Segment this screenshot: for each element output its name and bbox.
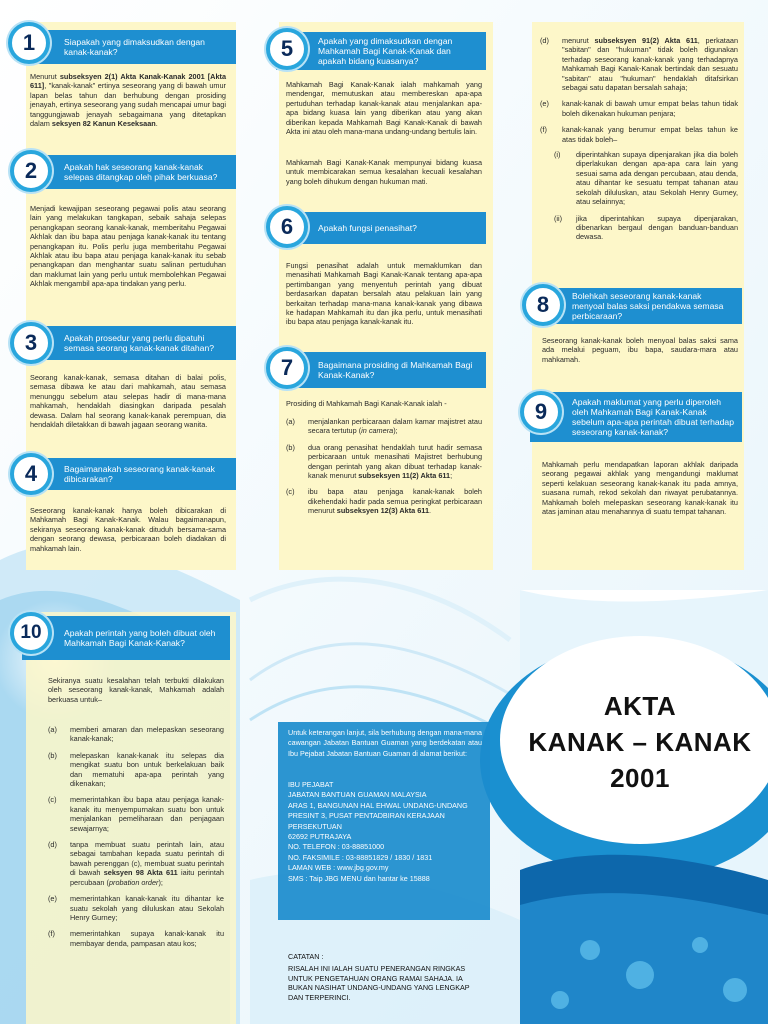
question-2: Apakah hak seseorang kanak-kanak selepas ditangkap oleh pihak berkuasa? <box>64 162 218 182</box>
answer-7-intro: Prosiding di Mahkamah Bagi Kanak-Kanak ialah - <box>286 399 447 408</box>
list-item: (f) kanak-kanak yang berumur empat belas tahun ke atas tidak boleh– <box>540 125 738 144</box>
answer-1: Menurut subseksyen 2(1) Akta Kanak-Kanak 2001 [Akta 611], "kanak-kanak" ertinya seseorang yang di bawah umur lapan belas tahun dan berhubung dengan prosiding jenayah, ertinya seseorang yang sudah mencapai umur bagi tanggungjawab jenayah sebagaimana yang ditetapkan dalam seksyen 82 Kanun Keseksaan. <box>30 72 226 129</box>
number-badge-1: 1 <box>8 22 50 64</box>
answer-9: Mahkamah perlu mendapatkan laporan akhlak daripada seorang pegawai akhlak yang mengandungi maklumat seperti kelakuan seseorang kanak-kanak itu pada amnya, suasana rumah, rekod sekolah dan riwayat perubatannya. Mahkamah boleh melepaskan seseorang kanak-kanak itu atas jaminan atau menahannya di suatu tempat tahanan. <box>542 460 738 517</box>
answer-7-continued <box>540 36 738 249</box>
cover-title <box>520 688 760 796</box>
number-badge-2: 2 <box>10 150 52 192</box>
question-bar-3 <box>22 326 236 360</box>
contact-address <box>288 780 484 884</box>
answer-10-list <box>48 725 224 955</box>
number-badge-3: 3 <box>10 322 52 364</box>
number-badge-7: 7 <box>266 347 308 389</box>
sms-line: SMS : Taip JBG MENU dan hantar ke 15888 <box>288 873 430 883</box>
answer-7-list <box>286 417 482 523</box>
list-item: (b) melepaskan kanak-kanak itu selepas dia mengikat suatu bon untuk berkelakuan baik dan mematuhi apa-apa perintah yang dikenakan; <box>48 750 224 789</box>
question-3: Apakah prosedur yang perlu dipatuhi semasa seorang kanak-kanak ditahan? <box>64 333 215 353</box>
number-badge-6: 6 <box>266 206 308 248</box>
number-badge-5: 5 <box>266 28 308 70</box>
address-line: JABATAN BANTUAN GUAMAN MALAYSIA <box>288 790 427 800</box>
question-4: Bagaimanakah seseorang kanak-kanak dibicarakan? <box>64 464 215 484</box>
question-1: Siapakah yang dimaksudkan dengan kanak-kanak? <box>64 37 205 57</box>
number-badge-8: 8 <box>522 284 564 326</box>
answer-10-intro: Sekiranya suatu kesalahan telah terbukti dilakukan oleh seseorang kanak-kanak, Mahkamah adalah berkuasa untuk– <box>48 676 224 704</box>
number-badge-10: 10 <box>10 612 52 654</box>
address-line: IBU PEJABAT <box>288 780 334 789</box>
answer-2: Menjadi kewajipan seseorang pegawai polis atau seorang lain yang melakukan tangkapan, sebaik sahaja selepas penangkapan seorang kanak-kanak, memberitahu Pegawai Akhlak dan ibu bapa atau penjaga kanak-kanak itu tentang penangkapan itu. Polis perlu juga memberitahu Pegawai Akhlak atau ibu bapa atau penjaga kanak-kanak itu sebab penangkapan dan menghantar suatu salinan pertuduhan dan maklumat lain yang perlu untuk membolehkan Pegawai Akhlak mengambil apa-apa tindakan yang perlu. <box>30 204 226 289</box>
address-line: 62692 PUTRAJAYA <box>288 832 352 842</box>
list-item: (d) tanpa membuat suatu perintah lain, atau sebagai tambahan kepada suatu perintah di bawah perenggan (c), membuat suatu perintah di bawah seksyen 98 Akta 611 iaitu perintah percubaan (probation order); <box>48 840 224 887</box>
list-item: (c) memerintahkan ibu bapa atau penjaga kanak-kanak itu menyempurnakan suatu bon untuk menjalankan pemeliharaan dan penjagaan sewajarnya; <box>48 795 224 833</box>
title-line-3: 2001 <box>610 763 670 793</box>
question-7: Bagaimana prosiding di Mahkamah Bagi Kanak-Kanak? <box>318 360 473 380</box>
website-line[interactable]: LAMAN WEB : www.jbg.gov.my <box>288 863 389 873</box>
question-bar-1 <box>22 30 236 64</box>
question-9: Apakah maklumat yang perlu diperoleh oleh Mahkamah Bagi Kanak-Kanak sebelum apa-apa perintah dibuat terhadap seseorang kanak-kanak? <box>572 397 734 437</box>
address-line: PRESINT 3, PUSAT PENTADBIRAN KERAJAAN PERSEKUTUAN <box>288 811 445 831</box>
list-item: (a) menjalankan perbicaraan dalam kamar majistret atau secara tertutup (in camera); <box>286 417 482 436</box>
number-badge-4: 4 <box>10 453 52 495</box>
list-item: (i) diperintahkan supaya dipenjarakan jika dia boleh diperlakukan dengan apa-apa cara lain yang sesuai sama ada dengan percubaan, atau denda, atau dihantar ke sesuatu tempat tahanan atau sekolah diluluskan, atau Sekolah Henry Gurney, atau selainnya; <box>554 150 738 207</box>
list-item: (d) menurut subseksyen 91(2) Akta 611, perkataan "sabitan" dan "hukuman" tidak boleh digunakan terhadap seseorang kanak-kanak yang terhadapnya Mahkamah Bagi Kanak-Kanak bertindak dan sesuatu "sabitan" atau "hukuman" hendaklah ditafsirkan sebagai satu dapatan bersalah sahaja; <box>540 36 739 93</box>
list-item: (f) memerintahkan supaya kanak-kanak itu membayar denda, pampasan atau kos; <box>48 929 224 948</box>
question-8: Bolehkah seseorang kanak-kanak menyoal balas saksi pendakwa semasa perbicaraan? <box>572 291 724 321</box>
note-text: RISALAH INI IALAH SUATU PENERANGAN RINGKAS UNTUK PENGETAHUAN ORANG RAMAI SAHAJA. IA BUKAN NASIHAT UNDANG-UNDANG YANG LENGKAP DAN TERPERINCI. <box>288 964 470 1002</box>
answer-4: Seseorang kanak-kanak hanya boleh dibicarakan di Mahkamah Bagi Kanak-Kanak. Walau bagaimanapun, sekiranya seseorang kanak-kanak dituduh bersama-sama dengan seorang dewasa, perbicaraan boleh diadakan di mahkamah lain. <box>30 506 226 553</box>
list-item: (e) kanak-kanak di bawah umur empat belas tahun tidak boleh dikenakan hukuman penjara; <box>540 99 738 118</box>
list-item: (b) dua orang penasihat hendaklah turut hadir semasa perbicaraan untuk menasihati Majistret berhubung dengan perintah yang akan dibuat terhadap kanak-kanak menurut subseksyen 11(2) Akta 611; <box>286 442 482 481</box>
title-line-1: AKTA <box>603 691 677 721</box>
answer-5-p1: Mahkamah Bagi Kanak-Kanak ialah mahkamah yang mendengar, memutuskan atau membereskan apa-apa pertuduhan terhadap kanak-kanak atau menjalankan apa-apa bidang kuasa lain yang diberikan atau yang akan diberikan kepada Mahkamah Bagi Kanak-Kanak di bawah Akta ini atau oleh mana-mana undang-undang bertulis lain. <box>286 80 482 137</box>
question-bar-4 <box>22 458 236 490</box>
list-item: (c) ibu bapa atau penjaga kanak-kanak boleh dikehendaki hadir pada semua peringkat perbicaraan menurut subseksyen 12(3) Akta 611. <box>286 487 482 516</box>
contact-intro: Untuk keterangan lanjut, sila berhubung dengan mana-mana cawangan Jabatan Bantuan Guaman yang berdekatan atau Ibu Pejabat Jabatan Bantuan Guaman di alamat berikut: <box>288 728 482 758</box>
question-bar-9 <box>530 392 742 442</box>
list-item: (a) memberi amaran dan melepaskan seseorang kanak-kanak; <box>48 725 224 744</box>
list-item: (ii) jika diperintahkan supaya dipenjarakan, dibenarkan bergaul dengan banduan-banduan dewasa. <box>554 213 738 242</box>
number-badge-9: 9 <box>520 391 562 433</box>
question-bar-2 <box>22 155 236 189</box>
phone-line: NO. TELEFON : 03-88851000 <box>288 842 385 852</box>
question-6: Apakah fungsi penasihat? <box>318 223 417 233</box>
title-line-2: KANAK – KANAK <box>528 727 752 757</box>
answer-6: Fungsi penasihat adalah untuk memaklumkan dan menasihati Mahkamah Bagi Kanak-Kanak tentang apa-apa pertimbangan yang menyentuh perintah yang dibuat berdasarkan dapatan bersalah atau pelakuan lain yang berkaitan terhadap mana-mana kanak-kanak yang dibawa ke hadapan Mahkamah itu dan jika perlu, untuk menasihati ibu bapa atau penjaga kanak-kanak itu. <box>286 261 482 327</box>
answer-3: Seorang kanak-kanak, semasa ditahan di balai polis, semasa dibawa ke atau dari mahkamah, atau semasa menunggu sebelum atau selepas hadir di mana-mana mahkamah, hendaklah diasingkan daripada pesalah dewasa. Dalam hal seorang kanak-kanak perempuan, dia hendaklah diletakkan di bawah jagaan seorang wanita. <box>30 373 226 430</box>
question-bar-10 <box>22 616 230 660</box>
question-10: Apakah perintah yang boleh dibuat oleh Mahkamah Bagi Kanak-Kanak? <box>64 628 216 648</box>
fax-line: NO. FAKSIMILE : 03-88851829 / 1830 / 1831 <box>288 852 433 862</box>
answer-5-p2: Mahkamah Bagi Kanak-Kanak mempunyai bidang kuasa untuk membicarakan semua kesalahan kecuali kesalahan yang boleh dihukum dengan hukuman mati. <box>286 158 482 186</box>
address-line: ARAS 1, BANGUNAN HAL EHWAL UNDANG-UNDANG <box>288 800 468 810</box>
question-5: Apakah yang dimaksudkan dengan Mahkamah Bagi Kanak-Kanak dan apakah bidang kuasanya? <box>318 36 453 66</box>
answer-8: Seseorang kanak-kanak boleh menyoal balas saksi sama ada melalui peguam, ibu bapa, saudara-mara atau mahkamah. <box>542 336 738 364</box>
note-label: CATATAN : <box>288 952 324 961</box>
list-item: (e) memerintahkan kanak-kanak itu dihantar ke suatu sekolah yang diluluskan atau Sekolah Henry Gurney; <box>48 894 224 922</box>
